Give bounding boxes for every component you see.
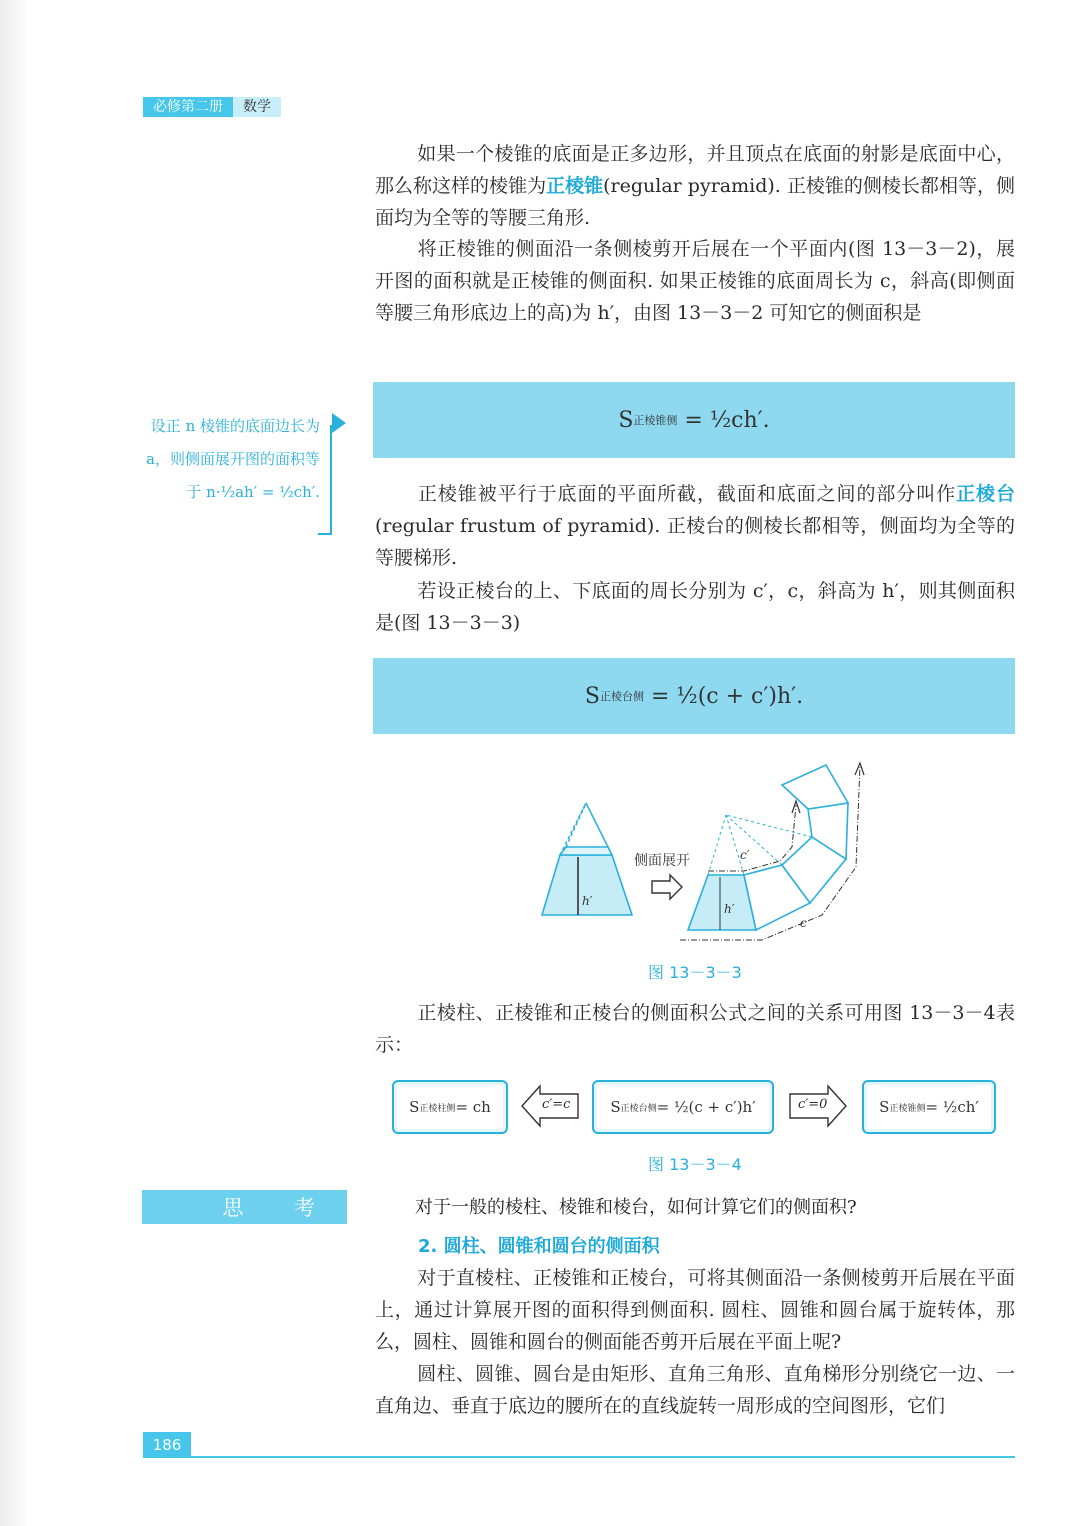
- para5-text: 正棱柱、正棱锥和正棱台的侧面积公式之间的关系可用图 13－3－4表示：: [375, 1002, 1015, 1056]
- unfold-arrow-label: 侧面展开: [634, 853, 690, 869]
- paragraph-regular-frustum: [375, 478, 1015, 574]
- para1-text-after: (regular pyramid). 正棱锥的侧棱长都相等，侧面均为全等的等腰三角形.: [375, 175, 1015, 229]
- section-heading: 2. 圆柱、圆锥和圆台的侧面积: [418, 1236, 660, 1257]
- formula2-lhs: S: [584, 683, 600, 709]
- frustum-formula-s: S: [610, 1098, 621, 1116]
- relation-diagram: [392, 1080, 997, 1135]
- prism-formula-s: S: [409, 1098, 420, 1116]
- para3-text-before: 正棱锥被平行于底面的平面所截，截面和底面之间的部分叫作: [417, 483, 957, 505]
- frustum-formula-box: [592, 1080, 774, 1134]
- inner-perimeter-guide: [708, 805, 796, 871]
- think-question: 对于一般的棱柱、棱锥和棱台，如何计算它们的侧面积?: [415, 1197, 857, 1218]
- formula1-rhs: = ½ch′.: [684, 407, 770, 433]
- pyramid-formula-sub: 正棱锥侧: [889, 1103, 926, 1114]
- paragraph-rotation-generation: [375, 1358, 1015, 1422]
- margin-note-pointer-icon: [332, 413, 346, 433]
- page-number: 186: [143, 1432, 191, 1458]
- margin-note-bracket-foot: [318, 533, 332, 535]
- think-section-tag: 思 考: [142, 1190, 347, 1224]
- prism-formula-rhs: = ch: [455, 1098, 491, 1116]
- paragraph-regular-pyramid: [375, 138, 1015, 234]
- prism-formula-sub: 正棱柱侧: [419, 1103, 456, 1114]
- frustum-formula-sub: 正棱台侧: [620, 1103, 657, 1114]
- frustum-unfolding-figure: [530, 755, 870, 945]
- term-regular-frustum: 正棱台: [956, 483, 1015, 505]
- pyramid-formula-s: S: [879, 1098, 890, 1116]
- label-c-prime: c′: [740, 848, 750, 862]
- footer-rule: [191, 1456, 1015, 1458]
- para1-text-before: 如果一个棱锥的底面是正多边形，并且顶点在底面的射影是底面中心，那么称这样的棱锥为: [375, 143, 1015, 197]
- margin-note: 设正 n 棱锥的底面边长为 a，则侧面展开图的面积等于 n·½ah′ = ½ch′.: [146, 417, 320, 501]
- pyramid-formula-box: [862, 1080, 996, 1134]
- formula2-subscript: 正棱台侧: [599, 690, 644, 703]
- frustum-formula-rhs: = ½(c + c′)h′: [656, 1098, 756, 1116]
- para6-text: 对于直棱柱、正棱锥和正棱台，可将其侧面沿一条侧棱剪开后展在平面上，通过计算展开图的面积得到侧面积. 圆柱、圆锥和圆台属于旋转体，那么，圆柱、圆锥和圆台的侧面能否剪开后展在平面上呢?: [375, 1267, 1015, 1353]
- subject-title: 数学: [233, 97, 281, 117]
- figure-13-3-3-caption: 图 13－3－3: [648, 963, 742, 982]
- unfolded-net: [688, 765, 848, 930]
- para3-text-after: (regular frustum of pyramid). 正棱台的侧棱长都相等，侧面均为全等的等腰梯形.: [375, 515, 1015, 569]
- running-header: [143, 97, 281, 117]
- label-h-prime-solid: h′: [582, 894, 593, 908]
- formula1-subscript: 正棱锥侧: [633, 414, 678, 427]
- figure-13-3-4-caption: 图 13－3－4: [648, 1155, 742, 1174]
- margin-note-bracket: [330, 425, 332, 535]
- formula-frustum-lateral-area: [373, 658, 1015, 734]
- book-title: 必修第二册: [143, 97, 233, 117]
- formula2-rhs: = ½(c + c′)h′.: [650, 683, 804, 709]
- page-edge-shadow: [0, 0, 30, 1526]
- formula1-lhs: S: [618, 407, 634, 433]
- para4-text: 若设正棱台的上、下底面的周长分别为 c′，c，斜高为 h′，则其侧面积是(图 13－3－3): [375, 580, 1015, 634]
- para2-text: 将正棱锥的侧面沿一条侧棱剪开后展在一个平面内(图 13－3－2)，展开图的面积就是正棱锥的侧面积. 如果正棱锥的底面周长为 c，斜高(即侧面等腰三角形底边上的高)为 h′，由图 13－3－2 可知它的侧面积是: [375, 238, 1015, 324]
- term-regular-pyramid: 正棱锥: [546, 175, 604, 197]
- pyramid-formula-rhs: = ½ch′: [925, 1098, 979, 1116]
- label-c: c: [800, 916, 807, 930]
- paragraph-pyramid-unfold: [375, 233, 1015, 329]
- paragraph-frustum-perimeters: [375, 575, 1015, 639]
- arrow1-label: c′=c: [542, 1097, 571, 1112]
- unfold-arrow-icon: [652, 875, 682, 899]
- prism-formula-box: [392, 1080, 508, 1134]
- paragraph-rotation-bodies: [375, 1262, 1015, 1358]
- formula-pyramid-lateral-area: [373, 382, 1015, 458]
- paragraph-relation-intro: [375, 997, 1015, 1061]
- arrow2-label: c′=0: [798, 1097, 828, 1112]
- label-h-prime-net: h′: [724, 902, 735, 916]
- para7-text: 圆柱、圆锥、圆台是由矩形、直角三角形、直角梯形分别绕它一边、一直角边、垂直于底边的腰所在的直线旋转一周形成的空间图形，它们: [375, 1363, 1015, 1417]
